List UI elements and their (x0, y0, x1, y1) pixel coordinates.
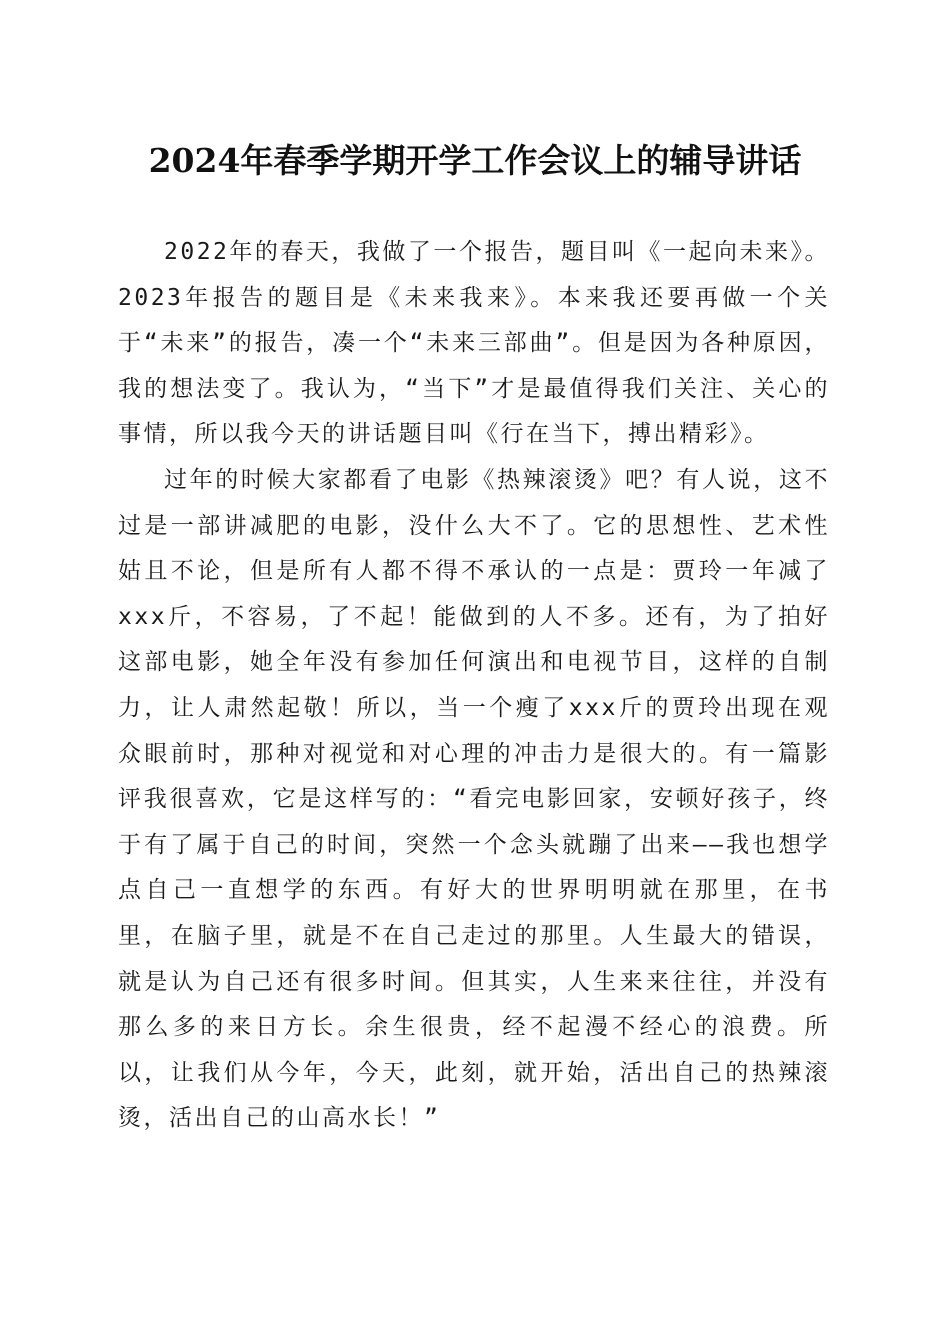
document-body (118, 230, 830, 1142)
paragraph-1: 2022年的春天，我做了一个报告，题目叫《一起向未来》。2023年报告的题目是《未来我来》。本来我还要再做一个关于“未来”的报告，凑一个“未来三部曲”。但是因为各种原因，我的想法变了。我认为，“当下”才是最值得我们关注、关心的事情，所以我今天的讲话题目叫《行在当下，搏出精彩》。 (118, 239, 830, 448)
paragraph-2: 过年的时候大家都看了电影《热辣滚烫》吧？有人说，这不过是一部讲减肥的电影，没什么大不了。它的思想性、艺术性姑且不论，但是所有人都不得不承认的一点是：贾玲一年减了xxx斤，不容易，了不起！能做到的人不多。还有，为了拍好这部电影，她全年没有参加任何演出和电视节目，这样的自制力，让人肃然起敬！所以，当一个瘦了xxx斤的贾玲出现在观众眼前时，那种对视觉和对心理的冲击力是很大的。有一篇影评我很喜欢，它是这样写的：“看完电影回家，安顿好孩子，终于有了属于自己的时间，突然一个念头就蹦了出来——我也想学点自己一直想学的东西。有好大的世界明明就在那里，在书里，在脑子里，就是不在自己走过的那里。人生最大的错误，就是认为自己还有很多时间。但其实，人生来来往往，并没有那么多的来日方长。余生很贵，经不起漫不经心的浪费。所以，让我们从今年，今天，此刻，就开始，活出自己的热辣滚烫，活出自己的山高水长！” (118, 466, 830, 1132)
document-title: 2024年春季学期开学工作会议上的辅导讲话 (148, 141, 802, 180)
